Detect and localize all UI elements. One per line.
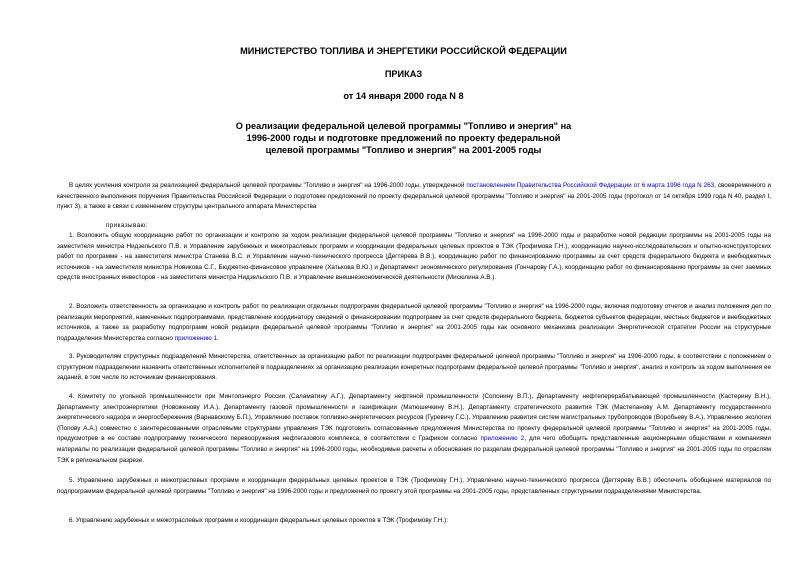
title-line: 1996-2000 годы и подготовке предложений по проекту федеральной xyxy=(246,133,561,143)
preamble-paragraph xyxy=(57,181,771,213)
item-6-paragraph: 6. Управлению зарубежных и межотраслевых программ и координации федеральных целевых проектов в ТЭК (Трофимову Г.Н.): xyxy=(69,517,448,524)
document-type: ПРИКАЗ xyxy=(384,69,423,79)
item-2-text: 2. Возложить ответственность за организацию и контроль работ по реализации отдельных подпрограмм федеральной целевой программы "Топливо и энергия" на 1996-2000 годы, включая подготовку отчетов и анализ положения дел по реализации мероприятий, намеченных подпрограммами, представление координатору сведений о финансировании подпрограмм за счет средств федерального бюджета, бюджетов субъектов федерации, местных бюджетов и внебюджетных источников, а также за разработку подпрограмм новой редакции федеральной целевой программы "Топливо и энергия" на 2001-2005 годы как основного механизма реализации Энергетической стратегии России на структурные подразделения Министерства согласно xyxy=(57,303,771,342)
item-4-text: , для чего обобщить представленные акционерными обществами и компаниями материалы по реализации федеральной целевой программы "Топливо и энергия" на 1996-2000 годы, необходимые расчеты и обоснования по разделам федеральной целевой программы "Топливо и энергия" на 2001-2005 годы по отраслям ТЭК в региональном разрезе. xyxy=(57,435,772,464)
appendix-1-link[interactable]: приложению 1 xyxy=(174,334,217,342)
appendix-2-link[interactable]: приложению 2 xyxy=(480,435,525,443)
title-line: О реализации федеральной целевой программы "Топливо и энергия" на xyxy=(235,121,572,131)
item-4-text: 4. Комитету по угольной промышленности при Минтопэнерго России (Саламатину А.Г.), Департаменту нефтяной промышленности (Солонину В.П.), Департаменту нефтеперерабатывающей промышленности (Кастерину В.Н.), Департаменту электроэнергетики (Новоженову И.А.), Департаменту газовой промышленности и газификации (Матюшечкину В.Н.), Департаменту стратегического развития ТЭК (Мастепанову А.М. Департаменту государственного энергетического надзора и энергосбережения (Варнавскому Б.П.), Управлению поставок топливно-энергетических ресурсов (Гуревичу Г.С.), Управлению развития систем магистральных трубопроводов (Воробьеву В.А.), Управлению экологии (Попову А.А.) совместно с заинтересованными отраслевыми структурами управления ТЭК подготовить согласованные предложения Министерства по проекту федеральной целевой программы "Топливо и энергия" на 2001-2005 годы, предусмотрев в ее составе подпрограмму технического перевооружения нефтегазового комплекса, в соответствии с Графиком согласно xyxy=(57,393,771,443)
preamble-text: , своевременного и качественного выполнения поручения Правительства Российской Федерации о подготовке предложений по проекту федеральной целевой программы "Топливо и энергия" на 2001-2005 годы (протокол от 14 октября 1999 года N 40, раздел I, пункт 3), а также в связи с изменением структуры центрального аппарата Министерства xyxy=(57,182,771,211)
item-4-paragraph xyxy=(57,392,771,466)
preamble-text: В целях усиления контроля за реализацией федеральной целевой программы "Топливо и энергия" на 1996-2000 годы, утвержденной xyxy=(69,182,467,189)
decree-word: приказываю: xyxy=(106,222,148,229)
item-2-end: . xyxy=(216,334,219,342)
document-date-number: от 14 января 2000 года N 8 xyxy=(343,91,464,101)
government-decree-link[interactable]: постановлением Правительства Российской Федерации от 6 марта 1996 года N 263 xyxy=(466,182,715,189)
title-line: целевой программы "Топливо и энергия" на 2001-2005 годы xyxy=(265,145,542,155)
ministry-heading: МИНИСТЕРСТВО ТОПЛИВА И ЭНЕРГЕТИКИ РОССИЙСКОЙ ФЕДЕРАЦИИ xyxy=(240,46,567,56)
item-3-paragraph: 3. Руководителям структурных подразделений Министерства, ответственных за организацию работ по реализации подпрограмм федеральной целевой программы "Топливо и энергия" на 1996-2000 годы, в соответствии с положением о структурном подразделении назначить ответственных исполнителей в подразделениях за организацию реализации конкретных подпрограмм федеральной целевой программы "Топливо и энергия", анализ и контроль за ходом выполнения ее заданий, в том числе по источникам финансирования. xyxy=(57,353,771,382)
item-1-paragraph: 1. Возложить общую координацию работ по организации и контролю за ходом реализации федеральной целевой программы "Топливо и энергия" на 1996-2000 годы и разработке новой редакции программы на 2001-2005 годы на заместителя министра Нидзельского П.В. и Управление зарубежных и межотраслевых программ и координации федеральных целевых проектов в ТЭК (Трофимова Г.Н.), координацию научно-исследовательских и опытно-конструкторских работ по программе - на заместителя министра Станева В.С. и Управление научно-технического прогресса (Дегтярева В.В.), координацию работ по финансированию программы за счет средств федерального бюджета и внебюджетных источников - на заместителя министра Новикова С.Г., Бюджетно-финансовое управление (Хатькова В.Ю.) и Департамент экономического регулирования (Гончарову Г.А.), координацию работ по финансированию программы за счет заемных средств иностранных инвесторов - на заместителя министра Нидзельского П.В. и Управление внешнеэкономической деятельности (Мисюлина А.В.). xyxy=(57,232,771,282)
item-5-paragraph: 5. Управлению зарубежных и межотраслевых программ и координации федеральных целевых проектов в ТЭК (Трофимову Г.Н.), Управлению научно-технического прогресса (Дегтяреву В.В.) обеспечить обобщение материалов по подпрограммам федеральной целевой программы "Топливо и энергия" на 1996-2000 годы и предложений по проекту этой программы на 2001-2005 годы, представленных структурными подразделениями Министерства. xyxy=(57,477,771,495)
item-2-paragraph xyxy=(57,302,771,344)
